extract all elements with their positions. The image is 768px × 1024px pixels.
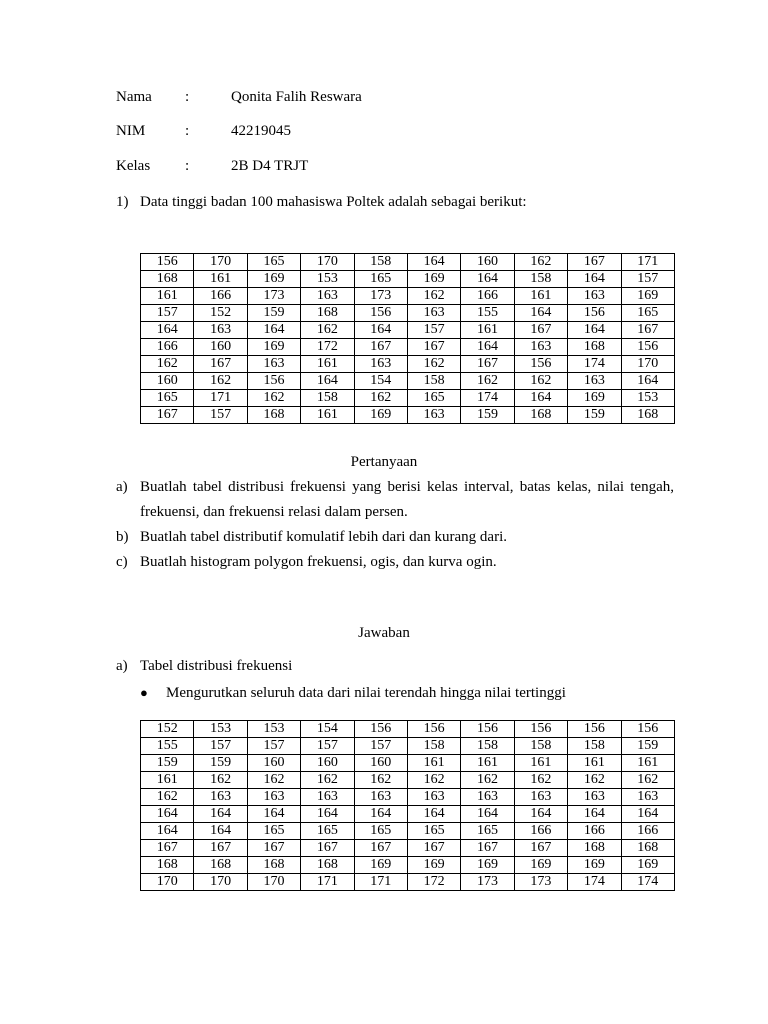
table-cell: 156: [354, 305, 407, 322]
table-cell: 166: [461, 288, 514, 305]
table-cell: 173: [461, 874, 514, 891]
answer-title: Tabel distribusi frekuensi: [140, 658, 293, 674]
table-cell: 164: [194, 806, 247, 823]
table-cell: 160: [461, 254, 514, 271]
answer-a: [0, 657, 768, 675]
problem-statement: [0, 193, 768, 211]
table-cell: 153: [194, 721, 247, 738]
table-cell: 164: [514, 305, 567, 322]
field-colon: :: [185, 123, 190, 139]
table-cell: 165: [141, 390, 194, 407]
table-cell: 162: [301, 322, 354, 339]
table-cell: 156: [141, 254, 194, 271]
table-cell: 166: [568, 823, 621, 840]
question-a-continued: [0, 503, 768, 521]
table-row: [141, 857, 675, 874]
table-cell: 159: [461, 407, 514, 424]
table-cell: 169: [568, 857, 621, 874]
table-cell: 156: [354, 721, 407, 738]
table-cell: 165: [247, 254, 300, 271]
field-nim: [0, 122, 768, 140]
table-cell: 159: [247, 305, 300, 322]
table-cell: 156: [407, 721, 460, 738]
table-cell: 158: [354, 254, 407, 271]
table-cell: 161: [621, 755, 674, 772]
table-cell: 153: [247, 721, 300, 738]
answer-marker: a): [116, 658, 128, 674]
answer-bullet: [0, 684, 768, 702]
table-cell: 166: [141, 339, 194, 356]
table-cell: 168: [247, 857, 300, 874]
table-cell: 163: [514, 339, 567, 356]
table-cell: 153: [301, 271, 354, 288]
table-cell: 161: [514, 755, 567, 772]
table-cell: 164: [621, 806, 674, 823]
table-cell: 170: [194, 874, 247, 891]
table-cell: 157: [301, 738, 354, 755]
table-cell: 167: [621, 322, 674, 339]
table-cell: 162: [141, 356, 194, 373]
table-cell: 163: [354, 356, 407, 373]
bullet-icon: ●: [140, 685, 148, 700]
table-cell: 162: [407, 772, 460, 789]
table-row: [141, 305, 675, 322]
questions-heading: Pertanyaan: [350, 454, 418, 470]
table-cell: 154: [301, 721, 354, 738]
table-cell: 152: [194, 305, 247, 322]
field-value: 2B D4 TRJT: [231, 158, 309, 174]
table-cell: 162: [514, 373, 567, 390]
table-cell: 164: [514, 390, 567, 407]
table-cell: 158: [568, 738, 621, 755]
table-cell: 161: [407, 755, 460, 772]
table-cell: 166: [621, 823, 674, 840]
table-cell: 170: [247, 874, 300, 891]
answer-heading: Jawaban: [358, 625, 410, 641]
table-cell: 158: [407, 738, 460, 755]
table-cell: 169: [354, 857, 407, 874]
table-cell: 164: [247, 322, 300, 339]
question-text-line2: frekuensi, dan frekuensi relasi dalam persen.: [140, 504, 408, 520]
table-cell: 171: [194, 390, 247, 407]
table-cell: 163: [301, 789, 354, 806]
table-cell: 165: [407, 823, 460, 840]
table-cell: 161: [301, 407, 354, 424]
table-cell: 163: [568, 373, 621, 390]
table-cell: 161: [301, 356, 354, 373]
table-cell: 156: [621, 721, 674, 738]
table-cell: 167: [461, 840, 514, 857]
table-cell: 168: [194, 857, 247, 874]
table-cell: 160: [301, 755, 354, 772]
question-b: [0, 528, 768, 546]
table-cell: 170: [621, 356, 674, 373]
table-cell: 163: [621, 789, 674, 806]
table-cell: 169: [514, 857, 567, 874]
table-cell: 167: [141, 840, 194, 857]
table-cell: 174: [461, 390, 514, 407]
table-cell: 162: [461, 373, 514, 390]
table-row: [141, 339, 675, 356]
table-row: [141, 789, 675, 806]
table-cell: 167: [194, 840, 247, 857]
table-cell: 159: [141, 755, 194, 772]
table-cell: 159: [568, 407, 621, 424]
table-cell: 169: [407, 271, 460, 288]
table-cell: 172: [407, 874, 460, 891]
table-row: [141, 840, 675, 857]
table-cell: 165: [247, 823, 300, 840]
table-cell: 168: [141, 271, 194, 288]
table-cell: 167: [354, 840, 407, 857]
table-row: [141, 390, 675, 407]
field-value: Qonita Falih Reswara: [231, 89, 362, 105]
field-colon: :: [185, 89, 190, 105]
problem-number: 1): [116, 194, 129, 210]
field-value: 42219045: [231, 123, 291, 139]
table-cell: 157: [621, 271, 674, 288]
field-label: NIM: [116, 123, 146, 139]
table-cell: 169: [247, 271, 300, 288]
question-marker: a): [116, 479, 128, 495]
table-cell: 164: [621, 373, 674, 390]
table-cell: 161: [141, 288, 194, 305]
table-row: [141, 721, 675, 738]
table-cell: 155: [141, 738, 194, 755]
table-cell: 162: [194, 373, 247, 390]
table-cell: 166: [514, 823, 567, 840]
table-cell: 168: [141, 857, 194, 874]
table-cell: 156: [514, 721, 567, 738]
table-cell: 167: [354, 339, 407, 356]
table-cell: 167: [514, 840, 567, 857]
table-cell: 160: [141, 373, 194, 390]
table-row: [141, 738, 675, 755]
table-cell: 171: [621, 254, 674, 271]
table-cell: 156: [461, 721, 514, 738]
table-cell: 161: [568, 755, 621, 772]
table-cell: 164: [461, 806, 514, 823]
table-cell: 164: [247, 806, 300, 823]
table-cell: 164: [141, 806, 194, 823]
table-row: [141, 288, 675, 305]
table-cell: 160: [354, 755, 407, 772]
table-cell: 171: [354, 874, 407, 891]
bullet-text: Mengurutkan seluruh data dari nilai terendah hingga nilai tertinggi: [166, 685, 566, 701]
table-cell: 164: [568, 271, 621, 288]
table-cell: 165: [354, 823, 407, 840]
table-cell: 164: [461, 339, 514, 356]
table-cell: 158: [461, 738, 514, 755]
table-cell: 160: [194, 339, 247, 356]
table-cell: 172: [301, 339, 354, 356]
table-cell: 163: [247, 356, 300, 373]
field-label: Kelas: [116, 158, 151, 174]
table-cell: 173: [247, 288, 300, 305]
table-cell: 171: [301, 874, 354, 891]
table-cell: 157: [141, 305, 194, 322]
table-cell: 164: [568, 806, 621, 823]
table-cell: 156: [247, 373, 300, 390]
table-cell: 170: [141, 874, 194, 891]
table-cell: 162: [247, 390, 300, 407]
table-row: [141, 373, 675, 390]
table-cell: 169: [407, 857, 460, 874]
table-cell: 157: [194, 738, 247, 755]
table-cell: 162: [407, 356, 460, 373]
question-a: [0, 478, 768, 496]
table-cell: 163: [514, 789, 567, 806]
table-row: [141, 407, 675, 424]
table-cell: 156: [568, 305, 621, 322]
table-cell: 163: [568, 288, 621, 305]
table-row: [141, 772, 675, 789]
table-row: [141, 874, 675, 891]
table-cell: 156: [568, 721, 621, 738]
field-colon: :: [185, 158, 190, 174]
table-cell: 163: [407, 305, 460, 322]
table-cell: 167: [407, 840, 460, 857]
table-cell: 163: [407, 789, 460, 806]
table-cell: 157: [354, 738, 407, 755]
table-cell: 163: [194, 322, 247, 339]
table-cell: 165: [621, 305, 674, 322]
table-cell: 153: [621, 390, 674, 407]
table-cell: 174: [621, 874, 674, 891]
table-row: [141, 356, 675, 373]
table-cell: 162: [514, 772, 567, 789]
table-cell: 162: [354, 772, 407, 789]
table-cell: 168: [568, 339, 621, 356]
table-cell: 154: [354, 373, 407, 390]
problem-text: Data tinggi badan 100 mahasiswa Poltek adalah sebagai berikut:: [140, 194, 527, 210]
table-cell: 168: [301, 857, 354, 874]
table-cell: 162: [141, 789, 194, 806]
table-cell: 165: [354, 271, 407, 288]
table-cell: 157: [247, 738, 300, 755]
raw-data-table: [140, 253, 675, 424]
table-cell: 167: [461, 356, 514, 373]
table-cell: 168: [621, 407, 674, 424]
table-cell: 168: [301, 305, 354, 322]
table-cell: 165: [407, 390, 460, 407]
table-cell: 163: [194, 789, 247, 806]
table-cell: 167: [247, 840, 300, 857]
table-cell: 163: [407, 407, 460, 424]
table-cell: 161: [194, 271, 247, 288]
table-row: [141, 755, 675, 772]
table-row: [141, 271, 675, 288]
table-cell: 164: [461, 271, 514, 288]
table-cell: 162: [354, 390, 407, 407]
table-cell: 162: [407, 288, 460, 305]
table-cell: 161: [514, 288, 567, 305]
table-cell: 162: [621, 772, 674, 789]
table-cell: 173: [354, 288, 407, 305]
table-cell: 167: [141, 407, 194, 424]
table-cell: 158: [407, 373, 460, 390]
table-row: [141, 254, 675, 271]
table-cell: 161: [461, 755, 514, 772]
table-cell: 165: [301, 823, 354, 840]
field-kelas: [0, 157, 768, 175]
table-cell: 169: [247, 339, 300, 356]
table-cell: 164: [301, 373, 354, 390]
table-row: [141, 823, 675, 840]
table-cell: 167: [568, 254, 621, 271]
table-cell: 169: [621, 288, 674, 305]
table-cell: 162: [247, 772, 300, 789]
question-marker: b): [116, 529, 129, 545]
table-cell: 168: [621, 840, 674, 857]
table-cell: 164: [354, 806, 407, 823]
table-cell: 162: [514, 254, 567, 271]
table-cell: 168: [568, 840, 621, 857]
table-cell: 152: [141, 721, 194, 738]
table-cell: 173: [514, 874, 567, 891]
table-cell: 157: [194, 407, 247, 424]
table-cell: 170: [301, 254, 354, 271]
table-cell: 164: [141, 322, 194, 339]
table-cell: 164: [407, 254, 460, 271]
table-cell: 162: [461, 772, 514, 789]
field-label: Nama: [116, 89, 152, 105]
table-cell: 163: [461, 789, 514, 806]
table-cell: 163: [247, 789, 300, 806]
table-cell: 164: [514, 806, 567, 823]
table-cell: 161: [461, 322, 514, 339]
table-cell: 162: [568, 772, 621, 789]
table-cell: 156: [621, 339, 674, 356]
question-text-line1: Buatlah tabel distributif komulatif lebih dari dan kurang dari.: [140, 529, 507, 545]
table-cell: 169: [354, 407, 407, 424]
table-cell: 165: [461, 823, 514, 840]
table-cell: 164: [354, 322, 407, 339]
question-text-line1: Buatlah tabel distribusi frekuensi yang berisi kelas interval, batas kelas, nilai tengah,: [140, 479, 674, 495]
sorted-data-table: [140, 720, 675, 891]
table-cell: 174: [568, 356, 621, 373]
table-cell: 164: [407, 806, 460, 823]
table-cell: 164: [141, 823, 194, 840]
table-cell: 174: [568, 874, 621, 891]
table-cell: 167: [514, 322, 567, 339]
table-cell: 157: [407, 322, 460, 339]
table-cell: 170: [194, 254, 247, 271]
table-cell: 169: [461, 857, 514, 874]
table-cell: 169: [621, 857, 674, 874]
table-cell: 156: [514, 356, 567, 373]
table-cell: 163: [568, 789, 621, 806]
table-cell: 162: [194, 772, 247, 789]
question-marker: c): [116, 554, 128, 570]
table-cell: 166: [194, 288, 247, 305]
table-cell: 164: [568, 322, 621, 339]
table-cell: 159: [194, 755, 247, 772]
table-row: [141, 806, 675, 823]
table-cell: 164: [194, 823, 247, 840]
table-cell: 155: [461, 305, 514, 322]
table-cell: 167: [301, 840, 354, 857]
table-cell: 158: [301, 390, 354, 407]
question-c: [0, 553, 768, 571]
table-cell: 167: [407, 339, 460, 356]
table-cell: 168: [247, 407, 300, 424]
table-cell: 169: [568, 390, 621, 407]
table-cell: 163: [301, 288, 354, 305]
table-cell: 164: [301, 806, 354, 823]
table-cell: 158: [514, 738, 567, 755]
field-nama: [0, 88, 768, 106]
table-cell: 163: [354, 789, 407, 806]
table-cell: 162: [301, 772, 354, 789]
table-cell: 159: [621, 738, 674, 755]
table-cell: 161: [141, 772, 194, 789]
table-cell: 168: [514, 407, 567, 424]
question-text-line1: Buatlah histogram polygon frekuensi, ogis, dan kurva ogin.: [140, 554, 497, 570]
table-cell: 158: [514, 271, 567, 288]
table-row: [141, 322, 675, 339]
table-cell: 167: [194, 356, 247, 373]
table-cell: 160: [247, 755, 300, 772]
